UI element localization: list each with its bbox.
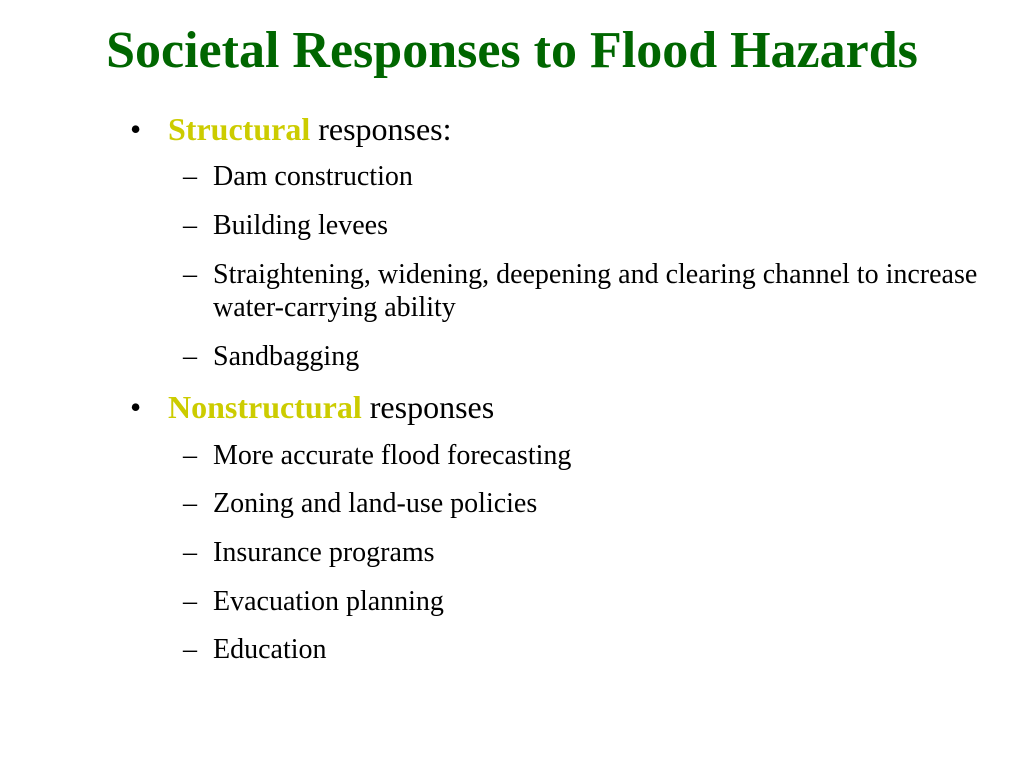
dash-marker: – bbox=[183, 536, 197, 568]
section-structural bbox=[128, 110, 988, 373]
list-item-text: Zoning and land-use policies bbox=[213, 488, 538, 520]
list-item bbox=[128, 340, 988, 374]
dash-marker: – bbox=[183, 340, 197, 372]
list-item-text: Dam construction bbox=[213, 161, 413, 193]
list-item-text: More accurate flood forecasting bbox=[213, 439, 572, 471]
bullet-highlight: Nonstructural bbox=[168, 389, 362, 426]
dash-marker: – bbox=[183, 439, 197, 471]
slide-title: Societal Responses to Flood Hazards bbox=[106, 22, 918, 79]
dash-marker: – bbox=[183, 488, 197, 520]
section-nonstructural bbox=[128, 388, 988, 666]
list-item-text: Sandbagging bbox=[213, 340, 360, 372]
list-item bbox=[128, 536, 988, 570]
dash-marker: – bbox=[183, 161, 197, 193]
bullet-nonstructural bbox=[128, 388, 988, 426]
list-item bbox=[128, 258, 988, 325]
list-item bbox=[128, 209, 988, 243]
bullet-structural bbox=[128, 110, 988, 148]
dash-marker: – bbox=[183, 209, 197, 241]
list-item-text: Evacuation planning bbox=[213, 585, 444, 617]
bullet-text: responses: bbox=[310, 111, 452, 147]
list-item-text: Straightening, widening, deepening and clearing channel to increase water-carrying ability bbox=[213, 258, 978, 324]
list-item bbox=[128, 487, 988, 521]
dash-marker: – bbox=[183, 258, 197, 290]
list-item-text: Education bbox=[213, 634, 327, 666]
nonstructural-list bbox=[128, 439, 988, 667]
list-item bbox=[128, 439, 988, 473]
dash-marker: – bbox=[183, 585, 197, 617]
slide-content bbox=[128, 110, 988, 682]
bullet-dot: • bbox=[130, 111, 142, 147]
bullet-dot: • bbox=[130, 389, 142, 426]
bullet-highlight: Structural bbox=[168, 111, 311, 147]
list-item-text: Insurance programs bbox=[213, 536, 435, 568]
bullet-text: responses bbox=[361, 389, 495, 426]
list-item bbox=[128, 585, 988, 619]
structural-list bbox=[128, 160, 988, 373]
list-item bbox=[128, 160, 988, 194]
list-item bbox=[128, 633, 988, 667]
list-item-text: Building levees bbox=[213, 209, 388, 241]
dash-marker: – bbox=[183, 634, 197, 666]
